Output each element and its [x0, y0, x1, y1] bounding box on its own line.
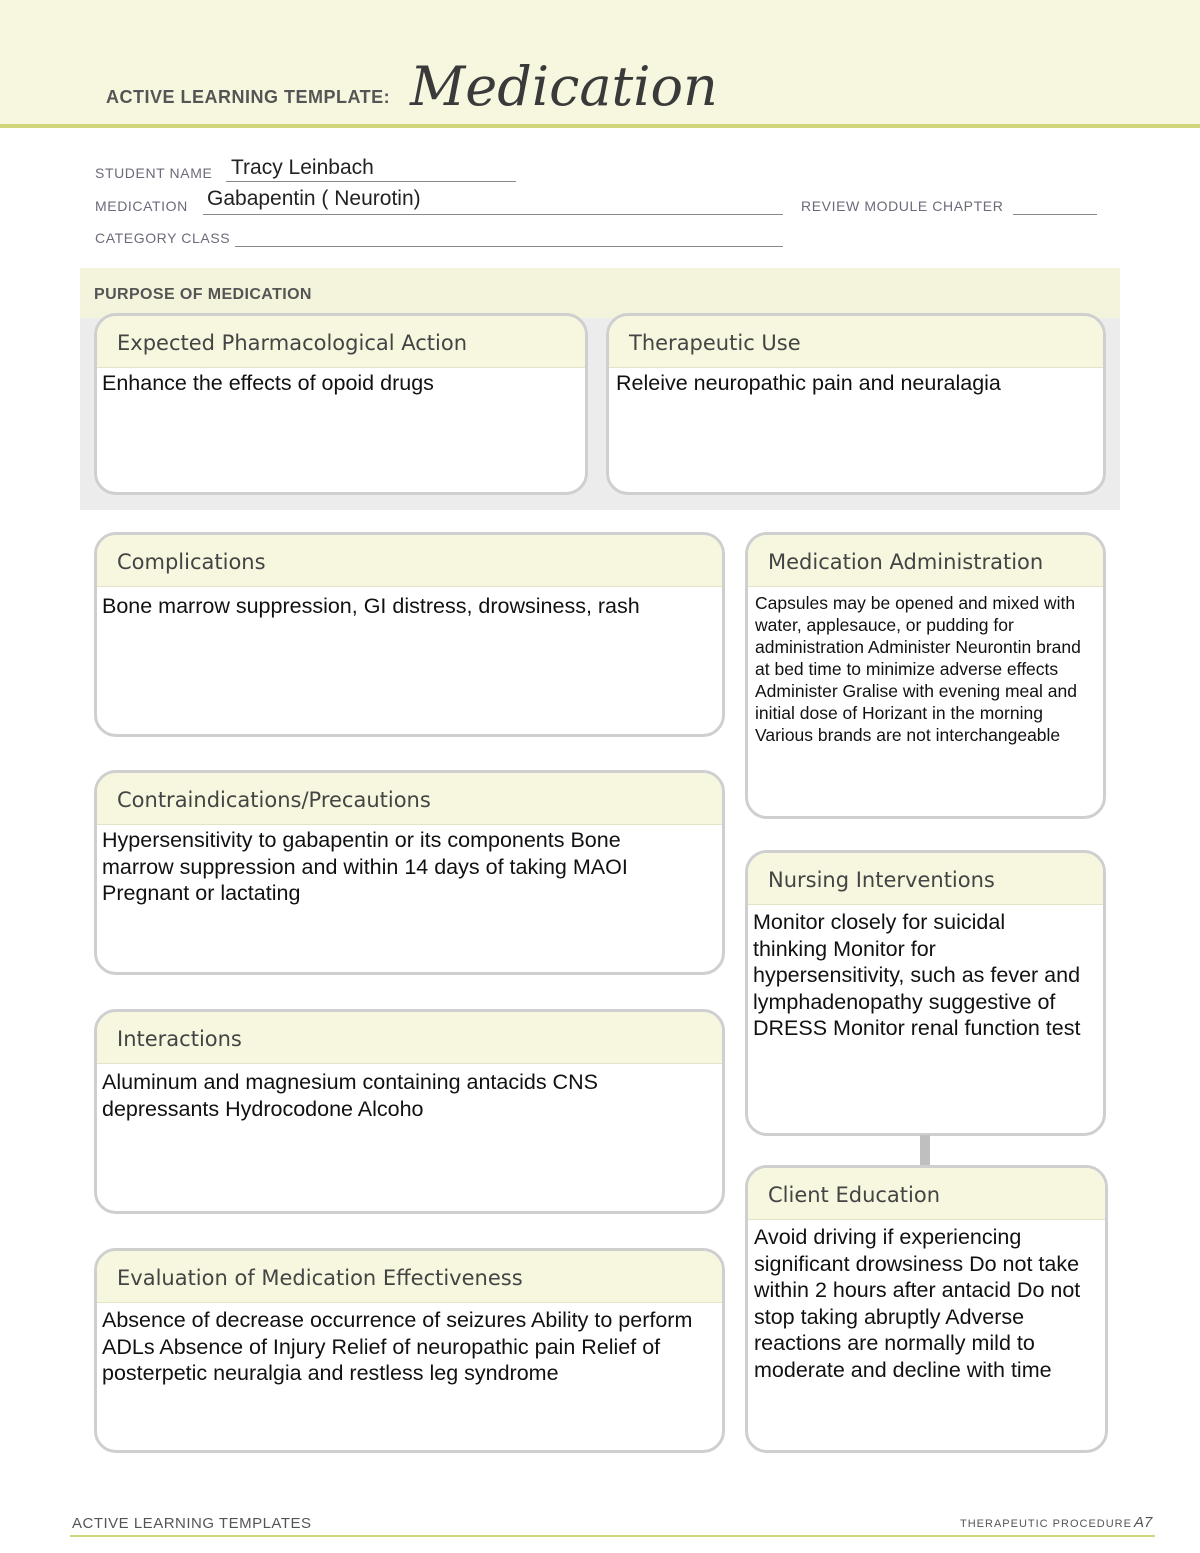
contraindications-title: Contraindications/Precautions — [97, 773, 722, 825]
header-divider — [0, 124, 1200, 128]
client-education-box — [745, 1165, 1108, 1453]
footer-left-label: ACTIVE LEARNING TEMPLATES — [72, 1515, 312, 1532]
client-education-text[interactable]: Avoid driving if experiencing significant drowsiness Do not take within 2 hours after antacid Do not stop taking abruptly Adverse reactions are normally mild to moderate and decline with time — [754, 1225, 1081, 1382]
client-education-title: Client Education — [748, 1168, 1105, 1220]
medication-label: MEDICATION — [95, 198, 188, 214]
complications-box — [94, 532, 725, 737]
expected-action-title: Expected Pharmacological Action — [97, 316, 585, 368]
student-name-line — [226, 181, 516, 182]
nursing-interventions-text[interactable]: Monitor closely for suicidal thinking Monitor for hypersensitivity, such as fever and lymphadenopathy suggestive of DRESS Monitor renal function test — [753, 910, 1081, 1040]
complications-title: Complications — [97, 535, 722, 587]
evaluation-text[interactable]: Absence of decrease occurrence of seizures Ability to perform ADLs Absence of Injury Relief of neuropathic pain Relief of posterpetic neuralgia and restless leg syndrome — [102, 1308, 693, 1385]
therapeutic-use-text[interactable]: Releive neuropathic pain and neuralagia — [616, 371, 1001, 395]
review-module-label: REVIEW MODULE CHAPTER — [801, 198, 1004, 214]
evaluation-title: Evaluation of Medication Effectiveness — [97, 1251, 722, 1303]
administration-title: Medication Administration — [748, 535, 1103, 587]
medication-line — [203, 214, 783, 215]
interactions-box — [94, 1009, 725, 1214]
purpose-label: PURPOSE OF MEDICATION — [94, 286, 312, 303]
administration-box — [745, 532, 1106, 819]
review-module-line — [1013, 214, 1097, 215]
therapeutic-use-box — [606, 313, 1106, 495]
category-class-line — [235, 246, 783, 247]
expected-action-text[interactable]: Enhance the effects of opoid drugs — [102, 371, 434, 395]
nursing-interventions-title: Nursing Interventions — [748, 853, 1103, 905]
therapeutic-use-title: Therapeutic Use — [609, 316, 1103, 368]
medication-field[interactable]: Gabapentin ( Neurotin) — [207, 187, 421, 210]
contraindications-box — [94, 770, 725, 975]
student-name-field[interactable]: Tracy Leinbach — [231, 156, 374, 179]
administration-text[interactable]: Capsules may be opened and mixed with water, applesauce, or pudding for administration Administer Neurontin brand at bed time to minimize adverse effects Administer Gralise with evening meal and initial dose of Horizant in the morning Various brands are not interchangeable — [755, 593, 1081, 745]
page-number: A7 — [1134, 1514, 1153, 1531]
student-name-label: STUDENT NAME — [95, 165, 213, 181]
interactions-text[interactable]: Aluminum and magnesium containing antacids CNS depressants Hydrocodone Alcoho — [102, 1070, 598, 1121]
contraindications-text[interactable]: Hypersensitivity to gabapentin or its components Bone marrow suppression and within 14 days of taking MAOI Pregnant or lactating — [102, 828, 628, 905]
template-label: ACTIVE LEARNING TEMPLATE: — [106, 87, 391, 107]
footer-divider — [70, 1535, 1155, 1537]
evaluation-box — [94, 1248, 725, 1453]
interactions-title: Interactions — [97, 1012, 722, 1064]
expected-action-box — [94, 313, 588, 495]
category-class-label: CATEGORY CLASS — [95, 230, 231, 246]
nursing-interventions-box — [745, 850, 1106, 1136]
connector-bar — [920, 1135, 930, 1165]
complications-text[interactable]: Bone marrow suppression, GI distress, drowsiness, rash — [102, 594, 640, 618]
page-title: Medication — [410, 55, 718, 118]
footer-right-label: THERAPEUTIC PROCEDURE — [960, 1518, 1132, 1530]
